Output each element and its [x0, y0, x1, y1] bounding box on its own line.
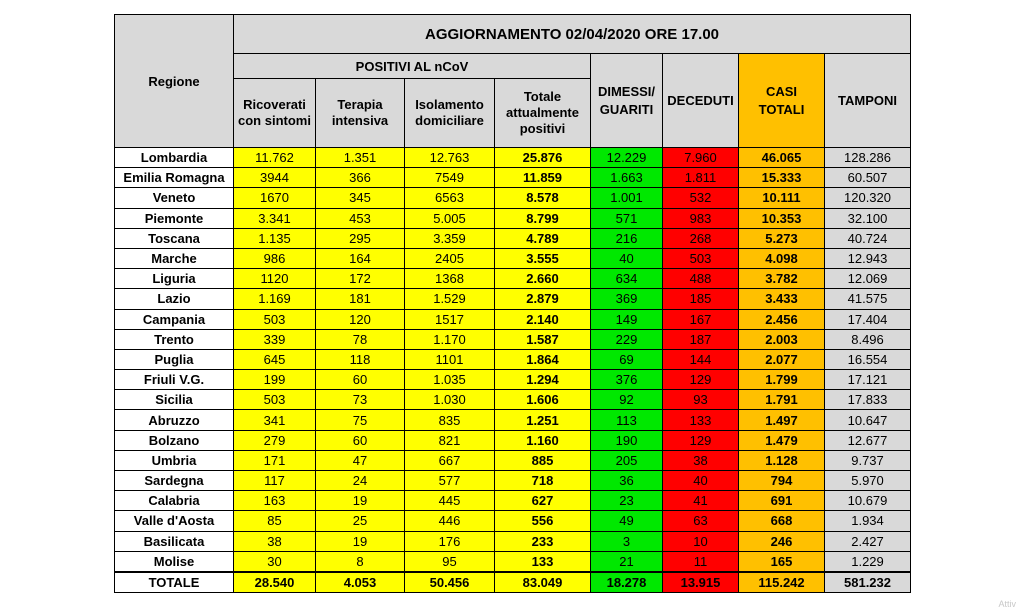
deceduti-cell: 268 — [663, 228, 739, 248]
casi-totali-cell: 15.333 — [739, 168, 825, 188]
table-row — [115, 248, 911, 268]
isolamento-cell: 446 — [405, 511, 495, 531]
deceduti-cell: 185 — [663, 289, 739, 309]
tamponi-cell: 12.943 — [825, 248, 911, 268]
tamponi-cell: 17.121 — [825, 370, 911, 390]
terapia-cell: 60 — [316, 370, 405, 390]
table-row — [115, 168, 911, 188]
table-row — [115, 208, 911, 228]
table-row — [115, 491, 911, 511]
isolamento-cell: 1.030 — [405, 390, 495, 410]
terapia-cell: 75 — [316, 410, 405, 430]
header-casi-totali: CASI TOTALI — [739, 54, 825, 148]
dimessi-cell: 12.229 — [591, 148, 663, 168]
terapia-cell: 73 — [316, 390, 405, 410]
terapia-cell: 164 — [316, 248, 405, 268]
terapia-cell: 24 — [316, 471, 405, 491]
totale-positivi-cell: 1.294 — [495, 370, 591, 390]
casi-totali-cell: 246 — [739, 531, 825, 551]
deceduti-cell: 93 — [663, 390, 739, 410]
dimessi-cell: 36 — [591, 471, 663, 491]
ricoverati-cell: 503 — [234, 390, 316, 410]
deceduti-cell: 144 — [663, 349, 739, 369]
tamponi-cell: 10.647 — [825, 410, 911, 430]
table-footer — [115, 572, 911, 593]
totale-positivi-cell: 133 — [495, 551, 591, 572]
casi-totali-cell: 3.433 — [739, 289, 825, 309]
tamponi-cell: 60.507 — [825, 168, 911, 188]
isolamento-cell: 1368 — [405, 269, 495, 289]
region-cell: Lombardia — [115, 148, 234, 168]
deceduti-cell: 63 — [663, 511, 739, 531]
ricoverati-cell: 1120 — [234, 269, 316, 289]
dimessi-cell: 113 — [591, 410, 663, 430]
dimessi-cell: 3 — [591, 531, 663, 551]
deceduti-cell: 11 — [663, 551, 739, 572]
tamponi-cell: 32.100 — [825, 208, 911, 228]
ricoverati-cell: 986 — [234, 248, 316, 268]
tamponi-cell: 1.229 — [825, 551, 911, 572]
ricoverati-cell: 3.341 — [234, 208, 316, 228]
deceduti-cell: 133 — [663, 410, 739, 430]
terapia-cell: 118 — [316, 349, 405, 369]
terapia-cell: 60 — [316, 430, 405, 450]
deceduti-cell: 7.960 — [663, 148, 739, 168]
ricoverati-cell: 171 — [234, 450, 316, 470]
ricoverati-cell: 645 — [234, 349, 316, 369]
page-title: AGGIORNAMENTO 02/04/2020 ORE 17.00 — [234, 15, 911, 54]
terapia-cell: 453 — [316, 208, 405, 228]
dimessi-cell: 376 — [591, 370, 663, 390]
terapia-cell: 181 — [316, 289, 405, 309]
tamponi-cell: 12.069 — [825, 269, 911, 289]
casi-totali-cell: 691 — [739, 491, 825, 511]
isolamento-cell: 1.170 — [405, 329, 495, 349]
casi-totali-cell: 165 — [739, 551, 825, 572]
dimessi-cell: 149 — [591, 309, 663, 329]
totale-positivi-cell: 627 — [495, 491, 591, 511]
deceduti-cell: 10 — [663, 531, 739, 551]
region-cell: Sardegna — [115, 471, 234, 491]
header-deceduti: DECEDUTI — [663, 54, 739, 148]
region-cell: Bolzano — [115, 430, 234, 450]
totale-positivi-cell: 1.251 — [495, 410, 591, 430]
casi-totali-cell: 3.782 — [739, 269, 825, 289]
ricoverati-cell: 279 — [234, 430, 316, 450]
region-cell: Puglia — [115, 349, 234, 369]
isolamento-cell: 3.359 — [405, 228, 495, 248]
region-cell: Emilia Romagna — [115, 168, 234, 188]
region-cell: Piemonte — [115, 208, 234, 228]
dimessi-cell: 1.001 — [591, 188, 663, 208]
casi-totali-cell: 668 — [739, 511, 825, 531]
header-tamponi: TAMPONI — [825, 54, 911, 148]
tamponi-cell: 12.677 — [825, 430, 911, 450]
totale-positivi-cell: 1.160 — [495, 430, 591, 450]
ricoverati-cell: 199 — [234, 370, 316, 390]
table-row — [115, 289, 911, 309]
terapia-cell: 120 — [316, 309, 405, 329]
terapia-cell: 345 — [316, 188, 405, 208]
totals-row — [115, 572, 911, 593]
deceduti-cell: 38 — [663, 450, 739, 470]
terapia-cell: 1.351 — [316, 148, 405, 168]
terapia-cell: 78 — [316, 329, 405, 349]
totale-positivi-cell: 1.606 — [495, 390, 591, 410]
region-cell: Molise — [115, 551, 234, 572]
dimessi-cell: 40 — [591, 248, 663, 268]
ricoverati-cell: 11.762 — [234, 148, 316, 168]
table-row — [115, 188, 911, 208]
ricoverati-cell: 1.135 — [234, 228, 316, 248]
table-row — [115, 430, 911, 450]
tamponi-cell: 1.934 — [825, 511, 911, 531]
table-row — [115, 511, 911, 531]
header-isolamento: Isolamento domiciliare — [405, 79, 495, 148]
tamponi-cell: 120.320 — [825, 188, 911, 208]
totale-positivi-cell: 2.879 — [495, 289, 591, 309]
table-row — [115, 410, 911, 430]
totals-dimessi-cell: 18.278 — [591, 572, 663, 593]
table-row — [115, 349, 911, 369]
region-cell: Calabria — [115, 491, 234, 511]
dimessi-cell: 634 — [591, 269, 663, 289]
tamponi-cell: 40.724 — [825, 228, 911, 248]
totals-tamponi-cell: 581.232 — [825, 572, 911, 593]
deceduti-cell: 983 — [663, 208, 739, 228]
ricoverati-cell: 85 — [234, 511, 316, 531]
deceduti-cell: 41 — [663, 491, 739, 511]
dimessi-cell: 92 — [591, 390, 663, 410]
isolamento-cell: 667 — [405, 450, 495, 470]
casi-totali-cell: 794 — [739, 471, 825, 491]
covid-data-table — [114, 14, 911, 593]
totale-positivi-cell: 1.864 — [495, 349, 591, 369]
dimessi-cell: 205 — [591, 450, 663, 470]
terapia-cell: 172 — [316, 269, 405, 289]
totale-positivi-cell: 11.859 — [495, 168, 591, 188]
region-cell: Valle d'Aosta — [115, 511, 234, 531]
isolamento-cell: 1101 — [405, 349, 495, 369]
region-cell: Basilicata — [115, 531, 234, 551]
totale-positivi-cell: 1.587 — [495, 329, 591, 349]
table-header — [115, 15, 911, 148]
table-row — [115, 329, 911, 349]
region-cell: Toscana — [115, 228, 234, 248]
isolamento-cell: 7549 — [405, 168, 495, 188]
region-cell: Lazio — [115, 289, 234, 309]
tamponi-cell: 17.404 — [825, 309, 911, 329]
tamponi-cell: 128.286 — [825, 148, 911, 168]
region-cell: Liguria — [115, 269, 234, 289]
isolamento-cell: 6563 — [405, 188, 495, 208]
totals-terapia-cell: 4.053 — [316, 572, 405, 593]
isolamento-cell: 95 — [405, 551, 495, 572]
casi-totali-cell: 46.065 — [739, 148, 825, 168]
terapia-cell: 8 — [316, 551, 405, 572]
region-cell: Marche — [115, 248, 234, 268]
terapia-cell: 47 — [316, 450, 405, 470]
region-cell: Abruzzo — [115, 410, 234, 430]
casi-totali-cell: 1.791 — [739, 390, 825, 410]
casi-totali-cell: 2.003 — [739, 329, 825, 349]
terapia-cell: 366 — [316, 168, 405, 188]
deceduti-cell: 40 — [663, 471, 739, 491]
table-row — [115, 370, 911, 390]
tamponi-cell: 9.737 — [825, 450, 911, 470]
header-ricoverati: Ricoverati con sintomi — [234, 79, 316, 148]
ricoverati-cell: 3944 — [234, 168, 316, 188]
dimessi-cell: 23 — [591, 491, 663, 511]
tamponi-cell: 41.575 — [825, 289, 911, 309]
dimessi-cell: 190 — [591, 430, 663, 450]
isolamento-cell: 835 — [405, 410, 495, 430]
region-cell: Friuli V.G. — [115, 370, 234, 390]
totale-positivi-cell: 2.660 — [495, 269, 591, 289]
deceduti-cell: 167 — [663, 309, 739, 329]
deceduti-cell: 1.811 — [663, 168, 739, 188]
isolamento-cell: 176 — [405, 531, 495, 551]
totale-positivi-cell: 233 — [495, 531, 591, 551]
terapia-cell: 25 — [316, 511, 405, 531]
dimessi-cell: 229 — [591, 329, 663, 349]
region-cell: Trento — [115, 329, 234, 349]
casi-totali-cell: 1.128 — [739, 450, 825, 470]
region-cell: Veneto — [115, 188, 234, 208]
region-cell: Sicilia — [115, 390, 234, 410]
isolamento-cell: 577 — [405, 471, 495, 491]
header-regione: Regione — [115, 15, 234, 148]
totale-positivi-cell: 556 — [495, 511, 591, 531]
isolamento-cell: 445 — [405, 491, 495, 511]
totale-positivi-cell: 885 — [495, 450, 591, 470]
totals-label: TOTALE — [115, 572, 234, 593]
isolamento-cell: 1.035 — [405, 370, 495, 390]
tamponi-cell: 17.833 — [825, 390, 911, 410]
isolamento-cell: 1517 — [405, 309, 495, 329]
header-dimessi: DIMESSI/ GUARITI — [591, 54, 663, 148]
casi-totali-cell: 4.098 — [739, 248, 825, 268]
totale-positivi-cell: 4.789 — [495, 228, 591, 248]
totale-positivi-cell: 8.799 — [495, 208, 591, 228]
totale-positivi-cell: 2.140 — [495, 309, 591, 329]
casi-totali-cell: 1.479 — [739, 430, 825, 450]
header-totale-positivi: Totale attualmente positivi — [495, 79, 591, 148]
deceduti-cell: 129 — [663, 370, 739, 390]
table-row — [115, 471, 911, 491]
casi-totali-cell: 2.077 — [739, 349, 825, 369]
tamponi-cell: 2.427 — [825, 531, 911, 551]
terapia-cell: 19 — [316, 491, 405, 511]
casi-totali-cell: 10.353 — [739, 208, 825, 228]
isolamento-cell: 821 — [405, 430, 495, 450]
ricoverati-cell: 117 — [234, 471, 316, 491]
casi-totali-cell: 10.111 — [739, 188, 825, 208]
table-row — [115, 531, 911, 551]
tamponi-cell: 5.970 — [825, 471, 911, 491]
ricoverati-cell: 163 — [234, 491, 316, 511]
totale-positivi-cell: 25.876 — [495, 148, 591, 168]
header-positivi-group: POSITIVI AL nCoV — [234, 54, 591, 79]
table-body — [115, 148, 911, 572]
header-terapia: Terapia intensiva — [316, 79, 405, 148]
ricoverati-cell: 503 — [234, 309, 316, 329]
totale-positivi-cell: 8.578 — [495, 188, 591, 208]
isolamento-cell: 1.529 — [405, 289, 495, 309]
casi-totali-cell: 1.799 — [739, 370, 825, 390]
casi-totali-cell: 2.456 — [739, 309, 825, 329]
isolamento-cell: 12.763 — [405, 148, 495, 168]
dimessi-cell: 369 — [591, 289, 663, 309]
casi-totali-cell: 1.497 — [739, 410, 825, 430]
ricoverati-cell: 38 — [234, 531, 316, 551]
deceduti-cell: 187 — [663, 329, 739, 349]
totale-positivi-cell: 718 — [495, 471, 591, 491]
dimessi-cell: 571 — [591, 208, 663, 228]
table-row — [115, 390, 911, 410]
table-row — [115, 148, 911, 168]
ricoverati-cell: 1.169 — [234, 289, 316, 309]
table-row — [115, 309, 911, 329]
watermark-text: Attiv — [998, 599, 1016, 609]
deceduti-cell: 129 — [663, 430, 739, 450]
table-row — [115, 450, 911, 470]
totals-casi-totali-cell: 115.242 — [739, 572, 825, 593]
ricoverati-cell: 341 — [234, 410, 316, 430]
casi-totali-cell: 5.273 — [739, 228, 825, 248]
isolamento-cell: 5.005 — [405, 208, 495, 228]
dimessi-cell: 21 — [591, 551, 663, 572]
tamponi-cell: 8.496 — [825, 329, 911, 349]
dimessi-cell: 216 — [591, 228, 663, 248]
tamponi-cell: 10.679 — [825, 491, 911, 511]
dimessi-cell: 49 — [591, 511, 663, 531]
deceduti-cell: 488 — [663, 269, 739, 289]
table-row — [115, 269, 911, 289]
terapia-cell: 19 — [316, 531, 405, 551]
totals-deceduti-cell: 13.915 — [663, 572, 739, 593]
ricoverati-cell: 1670 — [234, 188, 316, 208]
ricoverati-cell: 30 — [234, 551, 316, 572]
dimessi-cell: 69 — [591, 349, 663, 369]
deceduti-cell: 532 — [663, 188, 739, 208]
totals-ricoverati-cell: 28.540 — [234, 572, 316, 593]
deceduti-cell: 503 — [663, 248, 739, 268]
region-cell: Campania — [115, 309, 234, 329]
dimessi-cell: 1.663 — [591, 168, 663, 188]
totals-totale-positivi-cell: 83.049 — [495, 572, 591, 593]
table-row — [115, 551, 911, 572]
table-row — [115, 228, 911, 248]
region-cell: Umbria — [115, 450, 234, 470]
isolamento-cell: 2405 — [405, 248, 495, 268]
terapia-cell: 295 — [316, 228, 405, 248]
totale-positivi-cell: 3.555 — [495, 248, 591, 268]
totals-isolamento-cell: 50.456 — [405, 572, 495, 593]
tamponi-cell: 16.554 — [825, 349, 911, 369]
ricoverati-cell: 339 — [234, 329, 316, 349]
